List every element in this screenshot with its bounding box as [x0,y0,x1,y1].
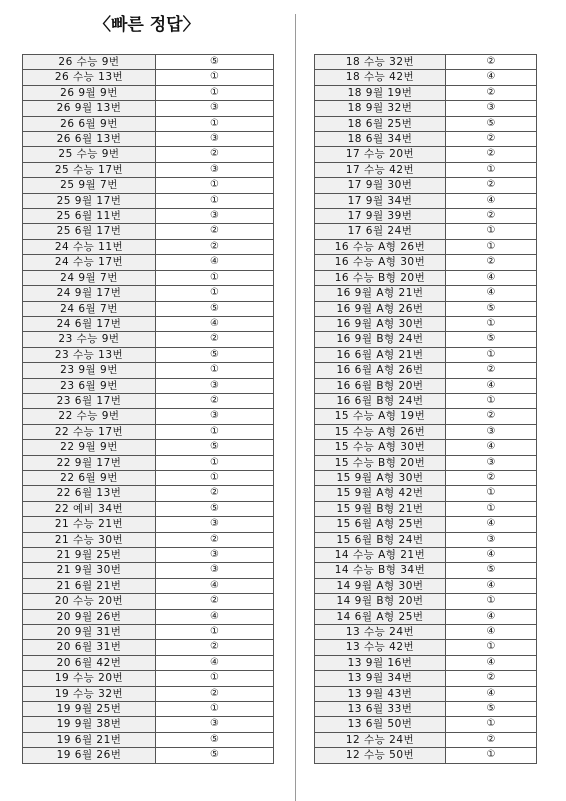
table-row [315,239,537,254]
table-row [23,378,274,393]
question-cell: 25 9월 17번 [23,193,156,208]
table-row [23,470,274,485]
table-row [23,224,274,239]
question-cell: 23 6월 9번 [23,378,156,393]
question-cell: 16 수능 A형 26번 [315,239,446,254]
table-row [315,286,537,301]
table-row [315,671,537,686]
table-row [23,193,274,208]
question-cell: 25 6월 17번 [23,224,156,239]
answer-cell: ⑤ [156,347,274,362]
answer-cell: ① [156,85,274,100]
question-cell: 13 6월 50번 [315,717,446,732]
answer-cell: ① [446,501,537,516]
answer-cell: ④ [446,193,537,208]
question-cell: 16 6월 A형 26번 [315,363,446,378]
table-row [23,332,274,347]
question-cell: 23 수능 13번 [23,347,156,362]
question-cell: 22 9월 9번 [23,440,156,455]
answer-cell: ② [446,209,537,224]
answer-cell: ② [156,486,274,501]
answer-table-left [22,54,274,764]
answer-cell: ① [446,393,537,408]
question-cell: 13 수능 42번 [315,640,446,655]
table-row [315,732,537,747]
table-row [23,101,274,116]
table-row [315,363,537,378]
table-row [23,748,274,763]
table-row [23,609,274,624]
question-cell: 16 수능 B형 20번 [315,270,446,285]
question-cell: 18 9월 32번 [315,101,446,116]
question-cell: 16 6월 A형 21번 [315,347,446,362]
question-cell: 15 9월 A형 30번 [315,470,446,485]
answer-cell: ② [446,132,537,147]
table-row [23,239,274,254]
question-cell: 20 수능 20번 [23,594,156,609]
table-row [23,301,274,316]
table-row [315,640,537,655]
answer-cell: ① [446,748,537,763]
question-cell: 14 9월 B형 20번 [315,594,446,609]
question-cell: 17 9월 39번 [315,209,446,224]
table-row [315,702,537,717]
question-cell: 16 9월 A형 21번 [315,286,446,301]
table-row [23,517,274,532]
question-cell: 12 수능 50번 [315,748,446,763]
question-cell: 21 9월 30번 [23,563,156,578]
question-cell: 13 9월 16번 [315,655,446,670]
answer-cell: ④ [156,655,274,670]
table-row [23,409,274,424]
question-cell: 20 9월 26번 [23,609,156,624]
answer-cell: ④ [156,609,274,624]
question-cell: 18 수능 32번 [315,55,446,70]
answer-cell: ⑤ [156,732,274,747]
answer-cell: ② [446,671,537,686]
question-cell: 21 9월 25번 [23,548,156,563]
table-row [23,162,274,177]
table-row [315,209,537,224]
table-row [315,409,537,424]
answer-cell: ③ [156,517,274,532]
table-row [23,594,274,609]
answer-cell: ④ [446,517,537,532]
question-cell: 24 6월 17번 [23,316,156,331]
question-cell: 26 수능 9번 [23,55,156,70]
answer-cell: ⑤ [156,301,274,316]
question-cell: 13 9월 34번 [315,671,446,686]
question-cell: 18 9월 19번 [315,85,446,100]
table-row [23,486,274,501]
table-row [315,101,537,116]
table-row [315,440,537,455]
table-row [315,162,537,177]
answer-cell: ② [446,85,537,100]
table-row [23,316,274,331]
question-cell: 26 9월 13번 [23,101,156,116]
question-cell: 24 6월 7번 [23,301,156,316]
question-cell: 26 6월 9번 [23,116,156,131]
table-row [23,178,274,193]
answer-cell: ① [156,193,274,208]
question-cell: 19 9월 25번 [23,702,156,717]
table-row [23,132,274,147]
question-cell: 19 수능 32번 [23,686,156,701]
question-cell: 15 6월 A형 25번 [315,517,446,532]
table-row [315,85,537,100]
question-cell: 16 6월 B형 24번 [315,393,446,408]
answer-cell: ③ [446,424,537,439]
answer-cell: ⑤ [446,563,537,578]
question-cell: 17 9월 30번 [315,178,446,193]
answer-cell: ③ [156,563,274,578]
table-row [315,255,537,270]
question-cell: 22 6월 9번 [23,470,156,485]
column-divider [295,14,296,801]
answer-cell: ① [156,702,274,717]
question-cell: 25 9월 7번 [23,178,156,193]
question-cell: 12 수능 24번 [315,732,446,747]
question-cell: 14 6월 A형 25번 [315,609,446,624]
table-row [315,193,537,208]
answer-cell: ③ [156,162,274,177]
table-row [315,147,537,162]
question-cell: 20 6월 42번 [23,655,156,670]
answer-cell: ③ [446,532,537,547]
answer-cell: ③ [156,717,274,732]
answer-cell: ① [156,270,274,285]
question-cell: 24 9월 17번 [23,286,156,301]
table-row [315,748,537,763]
question-cell: 15 6월 B형 24번 [315,532,446,547]
question-cell: 14 수능 B형 34번 [315,563,446,578]
table-row [315,393,537,408]
table-row [23,270,274,285]
question-cell: 25 수능 17번 [23,162,156,177]
question-cell: 26 수능 13번 [23,70,156,85]
table-row [23,116,274,131]
question-cell: 19 수능 20번 [23,671,156,686]
table-row [315,686,537,701]
question-cell: 17 9월 34번 [315,193,446,208]
answer-cell: ② [156,393,274,408]
answer-cell: ② [156,594,274,609]
table-row [315,55,537,70]
answer-cell: ② [156,640,274,655]
page-title: 〈빠른 정답〉 [94,15,200,35]
answer-cell: ⑤ [446,332,537,347]
question-cell: 20 9월 31번 [23,625,156,640]
question-cell: 21 수능 30번 [23,532,156,547]
question-cell: 13 6월 33번 [315,702,446,717]
answer-cell: ① [446,717,537,732]
table-row [315,517,537,532]
answer-cell: ④ [446,609,537,624]
table-row [315,532,537,547]
answer-cell: ④ [446,655,537,670]
answer-cell: ④ [446,286,537,301]
answer-cell: ① [156,178,274,193]
table-row [23,501,274,516]
answer-cell: ④ [446,440,537,455]
answer-cell: ① [156,455,274,470]
question-cell: 14 9월 A형 30번 [315,578,446,593]
answer-cell: ③ [446,101,537,116]
answer-cell: ⑤ [156,55,274,70]
table-row [23,209,274,224]
answer-cell: ② [446,409,537,424]
answer-cell: ① [446,224,537,239]
question-cell: 16 9월 A형 30번 [315,316,446,331]
table-row [315,717,537,732]
question-cell: 16 9월 B형 24번 [315,332,446,347]
answer-cell: ⑤ [156,748,274,763]
table-row [315,594,537,609]
table-row [315,548,537,563]
table-row [315,609,537,624]
question-cell: 17 수능 42번 [315,162,446,177]
answer-cell: ① [446,347,537,362]
answer-cell: ③ [156,209,274,224]
question-cell: 15 수능 A형 30번 [315,440,446,455]
table-row [315,655,537,670]
table-row [315,625,537,640]
table-row [23,393,274,408]
answer-cell: ② [446,178,537,193]
question-cell: 24 수능 17번 [23,255,156,270]
answer-cell: ④ [446,70,537,85]
answer-cell: ① [156,625,274,640]
answer-cell: ⑤ [446,702,537,717]
answer-cell: ② [156,224,274,239]
question-cell: 21 수능 21번 [23,517,156,532]
question-cell: 16 수능 A형 30번 [315,255,446,270]
answer-cell: ① [446,486,537,501]
answer-cell: ③ [156,548,274,563]
table-row [315,316,537,331]
answer-cell: ① [156,70,274,85]
question-cell: 22 9월 17번 [23,455,156,470]
table-row [23,440,274,455]
question-cell: 20 6월 31번 [23,640,156,655]
question-cell: 16 6월 B형 20번 [315,378,446,393]
table-row [315,116,537,131]
answer-cell: ③ [446,455,537,470]
answer-cell: ④ [156,316,274,331]
answer-cell: ④ [156,578,274,593]
table-row [315,270,537,285]
table-row [315,178,537,193]
question-cell: 24 수능 11번 [23,239,156,254]
answer-cell: ① [156,470,274,485]
question-cell: 23 수능 9번 [23,332,156,347]
table-row [23,55,274,70]
answer-cell: ② [446,147,537,162]
table-row [23,255,274,270]
answer-cell: ② [446,255,537,270]
table-row [315,70,537,85]
table-row [315,578,537,593]
answer-cell: ① [446,640,537,655]
table-row [23,625,274,640]
table-row [23,563,274,578]
table-row [23,85,274,100]
question-cell: 19 9월 38번 [23,717,156,732]
table-row [315,424,537,439]
question-cell: 13 수능 24번 [315,625,446,640]
answer-cell: ① [156,363,274,378]
answer-cell: ⑤ [156,440,274,455]
table-row [23,732,274,747]
question-cell: 15 수능 B형 20번 [315,455,446,470]
answer-cell: ⑤ [446,301,537,316]
table-row [315,378,537,393]
question-cell: 22 수능 17번 [23,424,156,439]
question-cell: 18 6월 34번 [315,132,446,147]
table-row [23,347,274,362]
question-cell: 17 수능 20번 [315,147,446,162]
question-cell: 26 9월 9번 [23,85,156,100]
answer-cell: ③ [156,409,274,424]
answer-cell: ① [446,239,537,254]
answer-cell: ④ [446,625,537,640]
question-cell: 17 6월 24번 [315,224,446,239]
answer-cell: ④ [156,255,274,270]
question-cell: 26 6월 13번 [23,132,156,147]
answer-cell: ⑤ [446,116,537,131]
answer-cell: ④ [446,686,537,701]
answer-cell: ② [446,55,537,70]
question-cell: 18 6월 25번 [315,116,446,131]
question-cell: 14 수능 A형 21번 [315,548,446,563]
answer-cell: ① [446,594,537,609]
answer-cell: ② [156,239,274,254]
question-cell: 21 6월 21번 [23,578,156,593]
table-row [315,224,537,239]
table-row [315,301,537,316]
question-cell: 15 9월 B형 21번 [315,501,446,516]
question-cell: 15 수능 A형 26번 [315,424,446,439]
table-row [23,147,274,162]
answer-cell: ① [446,162,537,177]
table-row [23,455,274,470]
question-cell: 25 6월 11번 [23,209,156,224]
question-cell: 15 9월 A형 42번 [315,486,446,501]
answer-cell: ③ [156,132,274,147]
table-row [315,347,537,362]
table-row [315,563,537,578]
table-row [23,578,274,593]
question-cell: 19 6월 21번 [23,732,156,747]
answer-cell: ① [156,671,274,686]
question-cell: 22 수능 9번 [23,409,156,424]
answer-cell: ② [156,686,274,701]
question-cell: 18 수능 42번 [315,70,446,85]
question-cell: 15 수능 A형 19번 [315,409,446,424]
answer-cell: ② [446,732,537,747]
table-row [315,455,537,470]
table-row [23,532,274,547]
question-cell: 25 수능 9번 [23,147,156,162]
answer-cell: ① [446,316,537,331]
question-cell: 16 9월 A형 26번 [315,301,446,316]
table-row [315,501,537,516]
question-cell: 22 6월 13번 [23,486,156,501]
table-row [23,424,274,439]
answer-cell: ① [156,424,274,439]
question-cell: 23 9월 9번 [23,363,156,378]
answer-cell: ④ [446,270,537,285]
table-row [23,671,274,686]
table-row [315,132,537,147]
table-row [23,286,274,301]
question-cell: 24 9월 7번 [23,270,156,285]
answer-cell: ⑤ [156,501,274,516]
table-row [23,640,274,655]
table-row [315,332,537,347]
table-row [315,470,537,485]
answer-cell: ② [446,363,537,378]
answer-cell: ④ [446,578,537,593]
answer-table-right [314,54,537,764]
answer-cell: ① [156,116,274,131]
table-row [23,363,274,378]
answer-cell: ① [156,286,274,301]
answer-cell: ④ [446,548,537,563]
answer-cell: ② [156,332,274,347]
answer-cell: ② [156,532,274,547]
table-row [23,686,274,701]
question-cell: 13 9월 43번 [315,686,446,701]
answer-cell: ② [446,470,537,485]
question-cell: 23 6월 17번 [23,393,156,408]
question-cell: 19 6월 26번 [23,748,156,763]
question-cell: 22 예비 34번 [23,501,156,516]
answer-cell: ③ [156,378,274,393]
answer-cell: ② [156,147,274,162]
table-row [315,486,537,501]
table-row [23,70,274,85]
table-row [23,548,274,563]
table-row [23,655,274,670]
answer-cell: ③ [156,101,274,116]
table-row [23,702,274,717]
table-row [23,717,274,732]
answer-cell: ④ [446,378,537,393]
